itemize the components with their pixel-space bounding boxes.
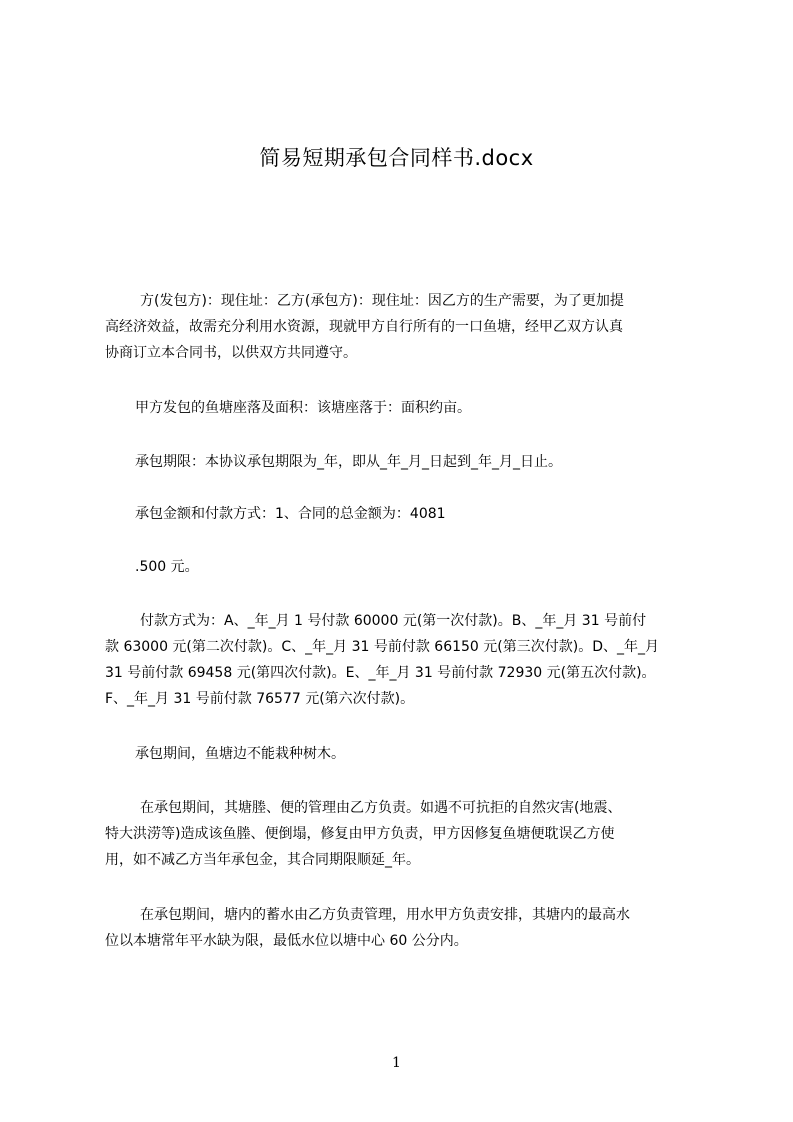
paragraph-line: 承包期间，鱼塘边不能栽种树木。 <box>135 746 345 762</box>
paragraph-line: 款 63000 元(第二次付款)。C、_年_月 31 号前付款 66150 元(第三次付款)。D、_年_月 <box>105 639 659 655</box>
paragraph-line: 甲方发包的鱼塘座落及面积：该塘座落于：面积约亩。 <box>135 400 471 416</box>
paragraph-line: 承包金额和付款方式：1、合同的总金额为：4081 <box>135 506 446 522</box>
paragraph-amount-cont <box>105 554 700 580</box>
paragraph-line: 用，如不减乙方当年承包金，其合同期限顺延_年。 <box>105 852 420 868</box>
paragraph-amount <box>105 501 700 527</box>
document-title: 简易短期承包合同样书.docx <box>259 146 534 170</box>
paragraph-line: 31 号前付款 69458 元(第四次付款)。E、_年_月 31 号前付款 72930 元(第五次付款)。 <box>105 665 656 681</box>
paragraph-line: 协商订立本合同书，以供双方共同遵守。 <box>105 345 357 361</box>
paragraph-location <box>105 395 700 421</box>
paragraph-water <box>105 902 700 954</box>
paragraph-line: 方(发包方)：现住址：乙方(承包方)：现住址：因乙方的生产需要，为了更加提 <box>140 293 624 309</box>
paragraph-line: .500 元。 <box>135 559 199 575</box>
paragraph-term <box>105 449 700 475</box>
paragraph-line: 在承包期间，塘内的蓄水由乙方负责管理，用水甲方负责安排，其塘内的最高水 <box>140 907 630 923</box>
paragraph-line: F、_年_月 31 号前付款 76577 元(第六次付款)。 <box>105 691 415 707</box>
paragraph-line: 高经济效益，故需充分利用水资源，现就甲方自行所有的一口鱼塘，经甲乙双方认真 <box>105 319 623 335</box>
paragraph-payment <box>105 608 700 712</box>
paragraph-line: 承包期限：本协议承包期限为_年，即从_年_月_日起到_年_月_日止。 <box>135 454 562 470</box>
paragraph-line: 付款方式为：A、_年_月 1 号付款 60000 元(第一次付款)。B、_年_月 31 号前付 <box>140 613 647 629</box>
paragraph-management <box>105 795 700 873</box>
paragraph-parties <box>105 288 700 366</box>
paragraph-line: 位以本塘常年平水缺为限，最低水位以塘中心 60 公分内。 <box>105 933 468 949</box>
page-number: 1 <box>392 1055 401 1071</box>
paragraph-line: 在承包期间，其塘塍、便的管理由乙方负责。如遇不可抗拒的自然灾害(地震、 <box>140 800 622 816</box>
paragraph-trees <box>105 741 700 767</box>
paragraph-line: 特大洪涝等)造成该鱼塍、便倒塌，修复由甲方负责，甲方因修复鱼塘便耽误乙方使 <box>105 826 615 842</box>
